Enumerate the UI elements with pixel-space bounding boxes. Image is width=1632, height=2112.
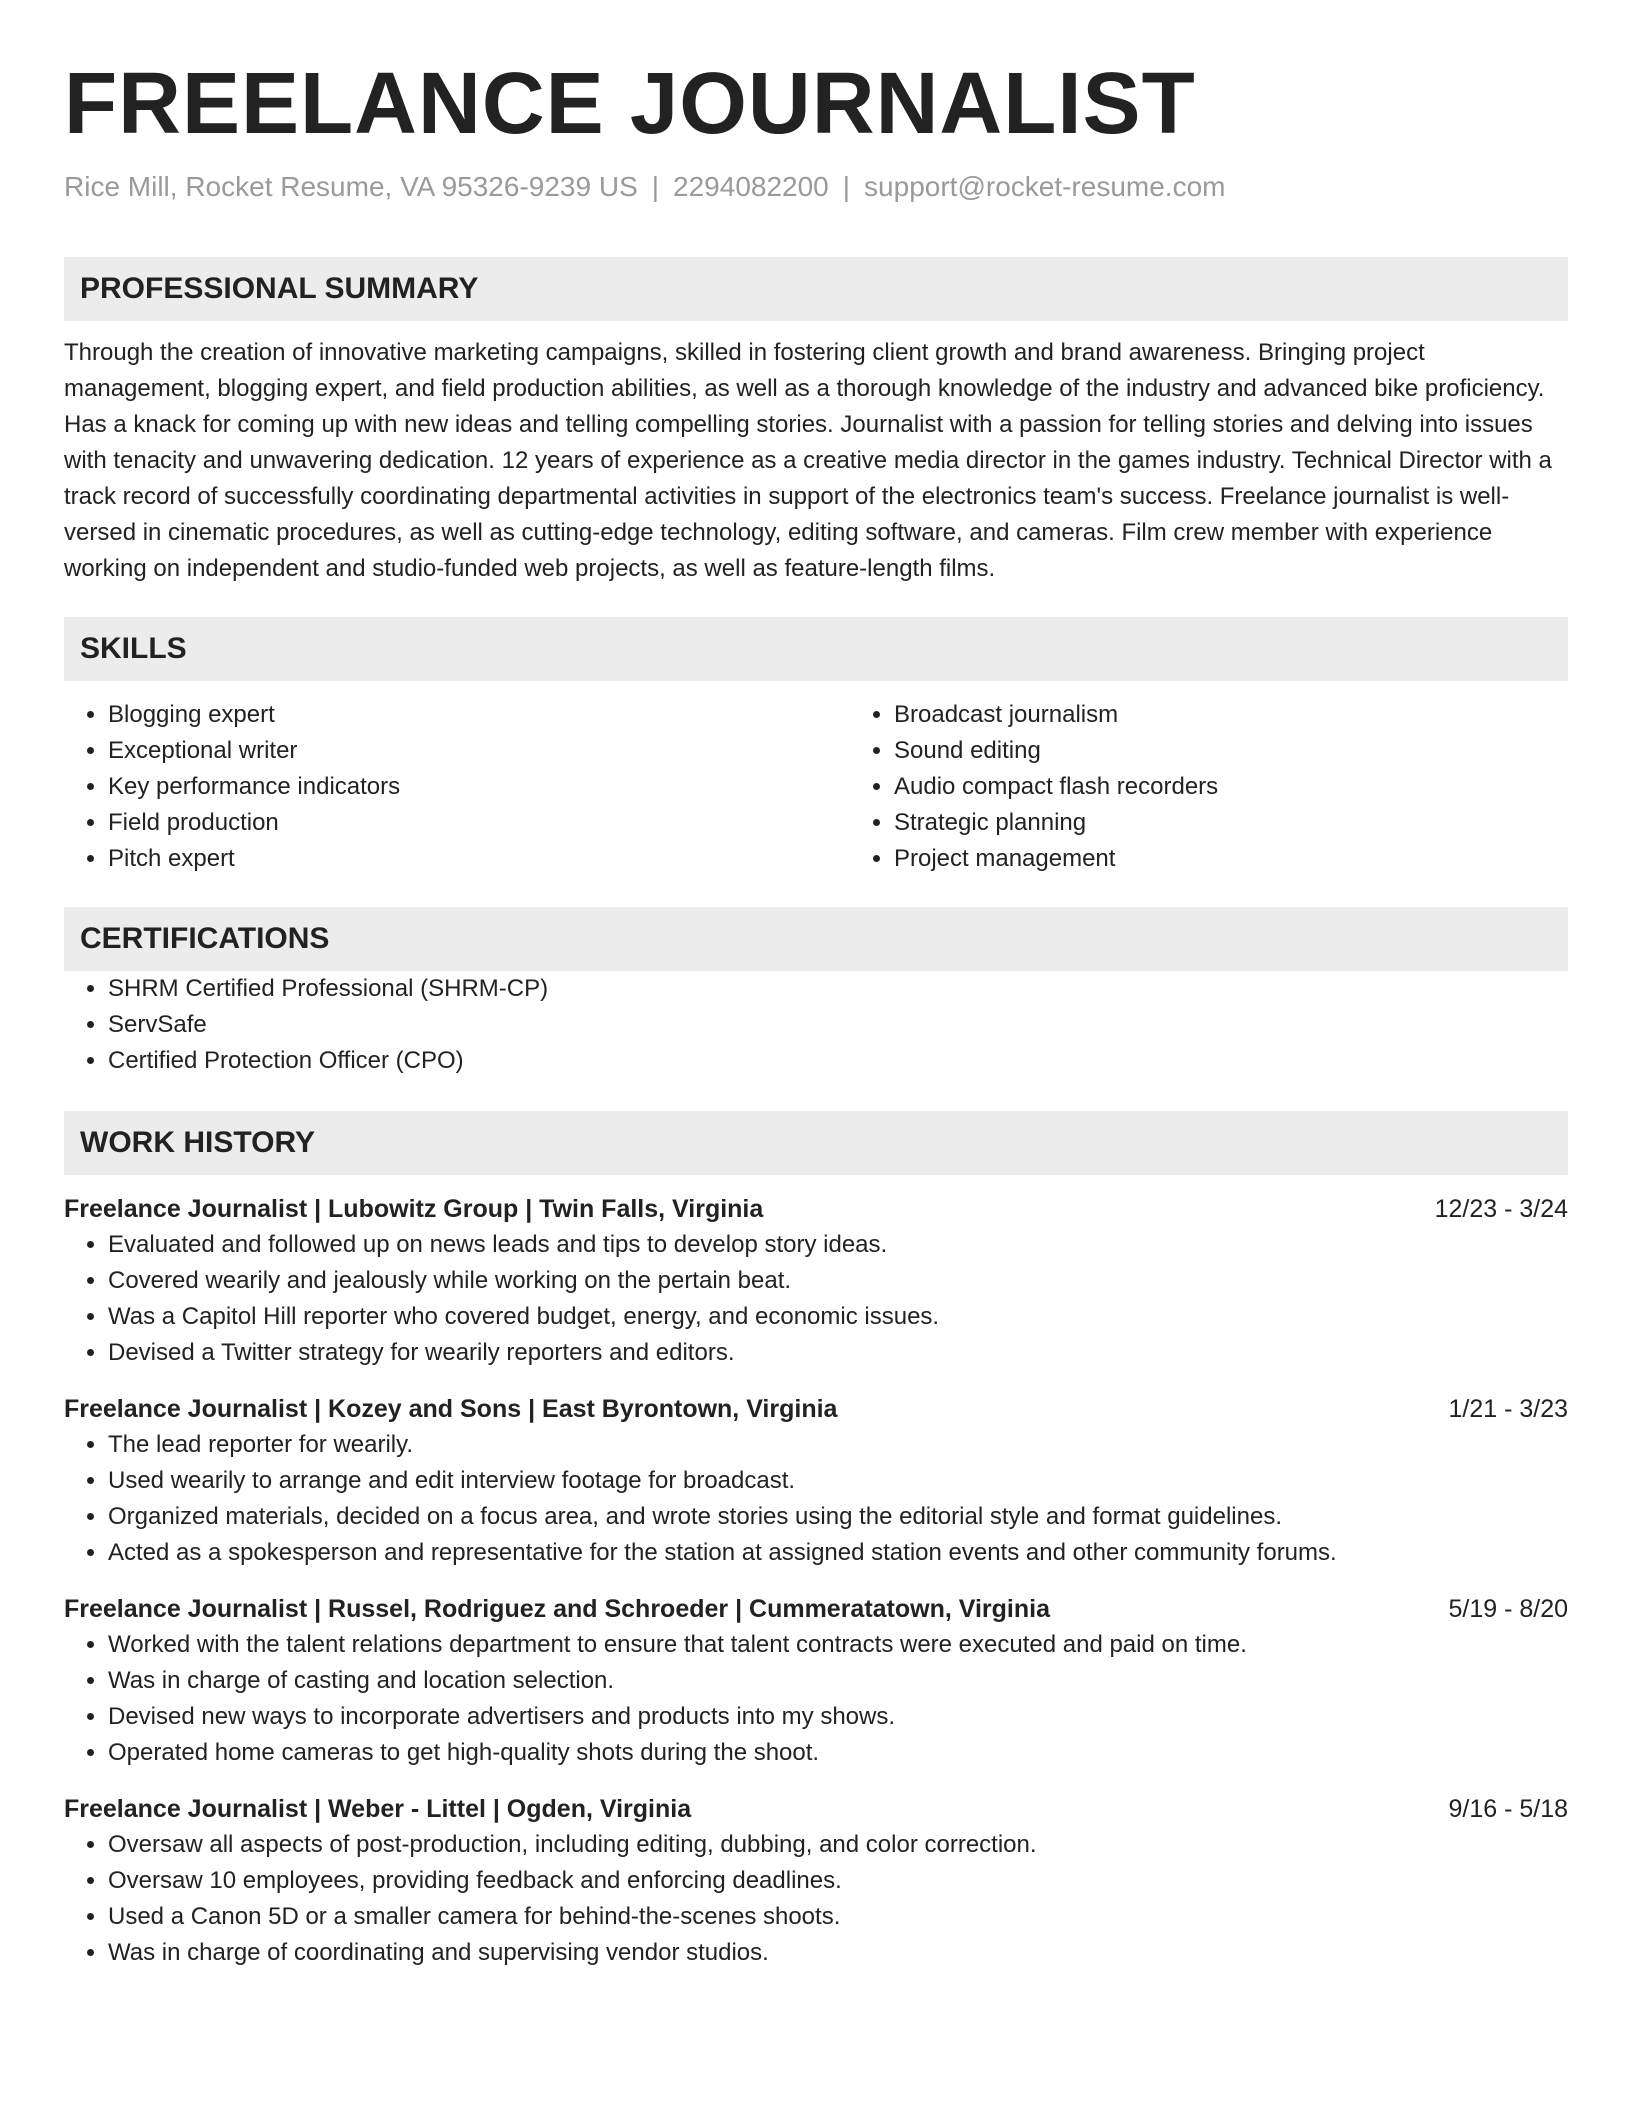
skill-item: • Project management xyxy=(894,841,1632,877)
job-bullets xyxy=(64,1427,1568,1571)
job-bullet: • Devised a Twitter strategy for wearily reporters and editors. xyxy=(108,1335,1568,1371)
skill-item: • Field production xyxy=(108,805,850,841)
contact-phone: 2294082200 xyxy=(673,171,829,202)
candidate-name: FREELANCE JOURNALIST xyxy=(64,55,1196,152)
work-history-heading: WORK HISTORY xyxy=(64,1111,1568,1175)
job-bullet: • Evaluated and followed up on news leads and tips to develop story ideas. xyxy=(108,1227,1568,1263)
skills-grid xyxy=(64,697,1568,877)
job-bullet: • Oversaw 10 employees, providing feedback and enforcing deadlines. xyxy=(108,1863,1568,1899)
job-header xyxy=(64,1191,1568,1227)
job-entry xyxy=(64,1591,1568,1771)
job-bullet: • Devised new ways to incorporate advertisers and products into my shows. xyxy=(108,1699,1568,1735)
job-bullet: • Worked with the talent relations department to ensure that talent contracts were executed and paid on time. xyxy=(108,1627,1568,1663)
job-header xyxy=(64,1791,1568,1827)
job-bullet: • Was a Capitol Hill reporter who covered budget, energy, and economic issues. xyxy=(108,1299,1568,1335)
job-bullet: • Organized materials, decided on a focus area, and wrote stories using the editorial style and format guidelines. xyxy=(108,1499,1568,1535)
skill-item: • Key performance indicators xyxy=(108,769,850,805)
job-bullet: • Covered wearily and jealously while working on the pertain beat. xyxy=(108,1263,1568,1299)
skill-item: • Pitch expert xyxy=(108,841,850,877)
certifications-list xyxy=(64,971,1568,1079)
job-title: Freelance Journalist | Weber - Littel | Ogden, Virginia xyxy=(64,1795,692,1823)
contact-line xyxy=(64,170,1568,204)
job-dates: 5/19 - 8/20 xyxy=(1448,1595,1568,1623)
certification-item: • Certified Protection Officer (CPO) xyxy=(108,1043,1568,1079)
contact-email: support@rocket-resume.com xyxy=(864,171,1226,202)
job-dates: 9/16 - 5/18 xyxy=(1448,1795,1568,1823)
certifications-heading: CERTIFICATIONS xyxy=(64,907,1568,971)
job-bullet: • The lead reporter for wearily. xyxy=(108,1427,1568,1463)
job-entry xyxy=(64,1191,1568,1371)
job-entry xyxy=(64,1391,1568,1571)
contact-separator: | xyxy=(842,171,851,202)
job-header xyxy=(64,1391,1568,1427)
summary-text: Through the creation of innovative marketing campaigns, skilled in fostering client growth and brand awareness. Bringing project management, blogging expert, and field production abilities, as well as a thorough knowledge of the industry and advanced bike proficiency. Has a knack for coming up with new ideas and telling compelling stories. Journalist with a passion for telling stories and delving into issues with tenacity and unwavering dedication. 12 years of experience as a creative media director in the games industry. Technical Director with a track record of successfully coordinating departmental activities in support of the electronics team's success. Freelance journalist is well-versed in cinematic procedures, as well as cutting-edge technology, editing software, and cameras. Film crew member with experience working on independent and studio-funded web projects, as well as feature-length films. xyxy=(64,339,1552,582)
job-bullet: • Operated home cameras to get high-quality shots during the shoot. xyxy=(108,1735,1568,1771)
job-dates: 12/23 - 3/24 xyxy=(1434,1195,1568,1223)
skills-heading: SKILLS xyxy=(64,617,1568,681)
job-title: Freelance Journalist | Lubowitz Group | Twin Falls, Virginia xyxy=(64,1195,764,1223)
skill-item: • Audio compact flash recorders xyxy=(894,769,1632,805)
job-bullet: • Oversaw all aspects of post-production, including editing, dubbing, and color correction. xyxy=(108,1827,1568,1863)
skills-list-left xyxy=(64,697,850,877)
skill-item: • Strategic planning xyxy=(894,805,1632,841)
resume-page xyxy=(64,0,1568,1971)
job-bullet: • Was in charge of coordinating and supervising vendor studios. xyxy=(108,1935,1568,1971)
job-bullets xyxy=(64,1827,1568,1971)
contact-address: Rice Mill, Rocket Resume, VA 95326-9239 US xyxy=(64,171,638,202)
job-bullet: • Used wearily to arrange and edit interview footage for broadcast. xyxy=(108,1463,1568,1499)
skill-item: • Sound editing xyxy=(894,733,1632,769)
job-header xyxy=(64,1591,1568,1627)
skill-item: • Blogging expert xyxy=(108,697,850,733)
skill-item: • Broadcast journalism xyxy=(894,697,1632,733)
summary-heading: PROFESSIONAL SUMMARY xyxy=(64,257,1568,321)
job-bullets xyxy=(64,1627,1568,1771)
skill-item: • Exceptional writer xyxy=(108,733,850,769)
certification-item: • SHRM Certified Professional (SHRM-CP) xyxy=(108,971,1568,1007)
job-dates: 1/21 - 3/23 xyxy=(1448,1395,1568,1423)
contact-separator: | xyxy=(651,171,660,202)
job-title: Freelance Journalist | Russel, Rodriguez and Schroeder | Cummeratatown, Virginia xyxy=(64,1595,1050,1623)
job-bullet: • Was in charge of casting and location selection. xyxy=(108,1663,1568,1699)
certification-item: • ServSafe xyxy=(108,1007,1568,1043)
job-bullets xyxy=(64,1227,1568,1371)
job-bullet: • Used a Canon 5D or a smaller camera for behind-the-scenes shoots. xyxy=(108,1899,1568,1935)
skills-list-right xyxy=(850,697,1632,877)
job-bullet: • Acted as a spokesperson and representative for the station at assigned station events and other community forums. xyxy=(108,1535,1568,1571)
job-entry xyxy=(64,1791,1568,1971)
job-title: Freelance Journalist | Kozey and Sons | East Byrontown, Virginia xyxy=(64,1395,838,1423)
